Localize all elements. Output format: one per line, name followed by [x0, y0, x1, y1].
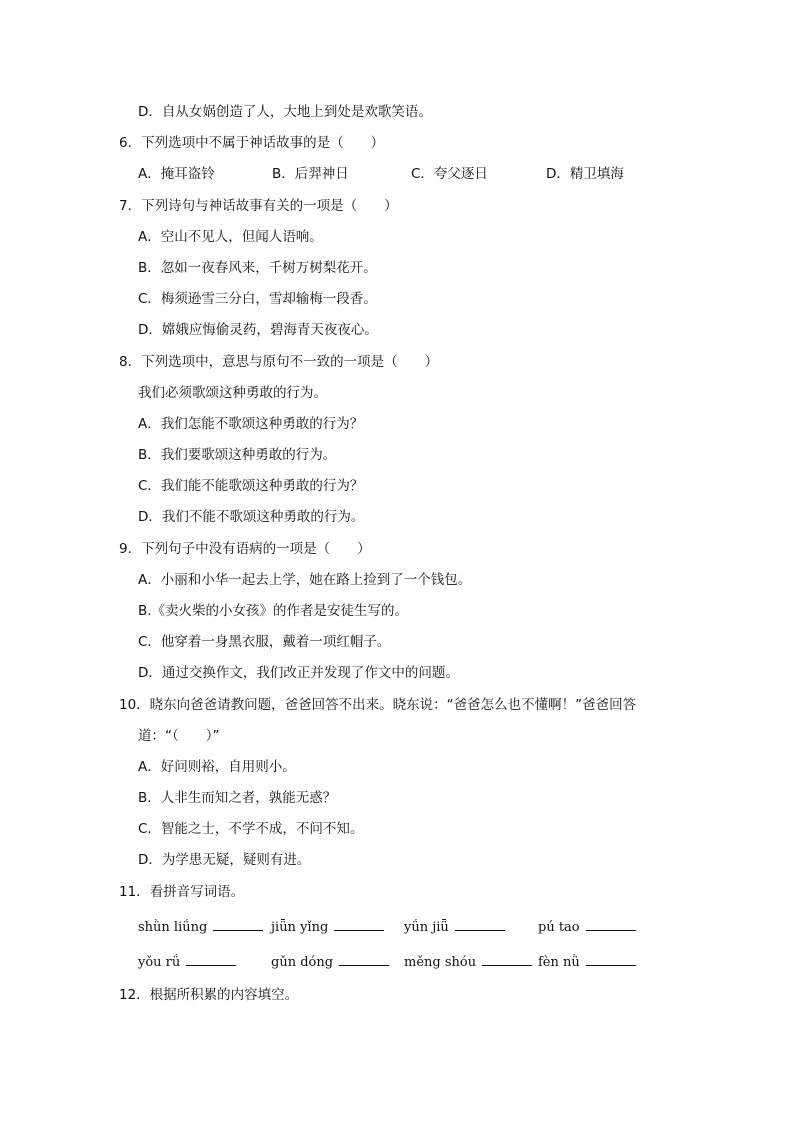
q7-option-a: A．空山不见人，但闻人语响。 — [138, 229, 323, 245]
answer-blank[interactable] — [339, 953, 389, 966]
q8-option-a: A．我们怎能不歌颂这种勇敢的行为？ — [138, 416, 364, 432]
pinyin-item — [138, 953, 236, 975]
q6-options-row — [138, 164, 658, 184]
answer-blank[interactable] — [455, 918, 505, 931]
pinyin-text: fèn nǜ — [538, 955, 580, 970]
q8-stem: 8．下列选项中，意思与原句不一致的一项是（ ） — [119, 354, 439, 370]
answer-blank[interactable] — [482, 953, 532, 966]
q6-option-d: D．精卫填海 — [546, 166, 624, 182]
q7-stem: 7．下列诗句与神话故事有关的一项是（ ） — [119, 198, 398, 214]
answer-blank[interactable] — [334, 918, 384, 931]
q8-option-b: B．我们要歌颂这种勇敢的行为。 — [138, 447, 337, 463]
pinyin-text: gǔn dóng — [271, 955, 334, 970]
q7-option-d: D．嫦娥应悔偷灵药，碧海青天夜夜心。 — [138, 322, 378, 338]
pinyin-text: jiǖn yǐng — [271, 920, 329, 935]
pinyin-text: yǒu rǘ — [138, 955, 181, 970]
q10-option-a: A．好问则裕，自用则小。 — [138, 759, 296, 775]
q6-stem: 6．下列选项中不属于神话故事的是（ ） — [119, 135, 385, 151]
q9-option-a: A．小丽和小华一起去上学，她在路上捡到了一个钱包。 — [138, 572, 472, 588]
pinyin-text: shǜn liǘng — [138, 920, 208, 935]
q10-stem-line1: 10．晓东向爸爸请教问题，爸爸回答不出来。晓东说：“爸爸怎么也不懂啊！”爸爸回答 — [119, 697, 637, 713]
answer-blank[interactable] — [586, 918, 636, 931]
q9-stem: 9．下列句子中没有语病的一项是（ ） — [119, 541, 371, 557]
q11-stem: 11．看拼音写词语。 — [119, 884, 245, 900]
q10-stem-line2: 道：“（ ）” — [138, 728, 220, 744]
pinyin-item — [271, 918, 384, 940]
q10-option-d: D．为学患无疑，疑则有进。 — [138, 852, 311, 868]
q8-option-c: C．我们能不能歌颂这种勇敢的行为？ — [138, 478, 364, 494]
q10-option-c: C．智能之士，不学不成，不问不知。 — [138, 821, 364, 837]
q8-option-d: D．我们不能不歌颂这种勇敢的行为。 — [138, 509, 365, 525]
q6-option-a: A．掩耳盗铃 — [138, 166, 215, 182]
pinyin-item — [538, 918, 636, 940]
q6-option-b: B．后羿神日 — [272, 166, 349, 182]
pinyin-item — [404, 953, 532, 975]
q9-option-c: C．他穿着一身黑衣服，戴着一项红帽子。 — [138, 634, 391, 650]
q9-option-d: D．通过交换作文，我们改正并发现了作文中的问题。 — [138, 665, 459, 681]
pinyin-item — [404, 918, 505, 940]
q12-stem: 12．根据所积累的内容填空。 — [119, 987, 299, 1003]
pinyin-item — [538, 953, 636, 975]
q10-option-b: B．人非生而知之者，孰能无惑？ — [138, 790, 337, 806]
pinyin-text: měng shóu — [404, 955, 477, 970]
q8-original-sentence: 我们必须歌颂这种勇敢的行为。 — [138, 385, 327, 401]
pinyin-text: yǘn jiǖ — [404, 920, 449, 935]
pinyin-item — [271, 953, 389, 975]
q7-option-c: C．梅须逊雪三分白，雪却输梅一段香。 — [138, 291, 377, 307]
answer-blank[interactable] — [586, 953, 636, 966]
answer-blank[interactable] — [186, 953, 236, 966]
pinyin-item — [138, 918, 263, 940]
q6-option-c: C．夸父逐日 — [411, 166, 488, 182]
answer-blank[interactable] — [213, 918, 263, 931]
q9-option-b: B.《卖火柴的小女孩》的作者是安徒生写的。 — [138, 603, 409, 619]
q5-option-d: D．自从女娲创造了人，大地上到处是欢歌笑语。 — [138, 104, 432, 120]
pinyin-text: pú tao — [538, 920, 580, 935]
q7-option-b: B．忽如一夜春风来，千树万树梨花开。 — [138, 260, 377, 276]
